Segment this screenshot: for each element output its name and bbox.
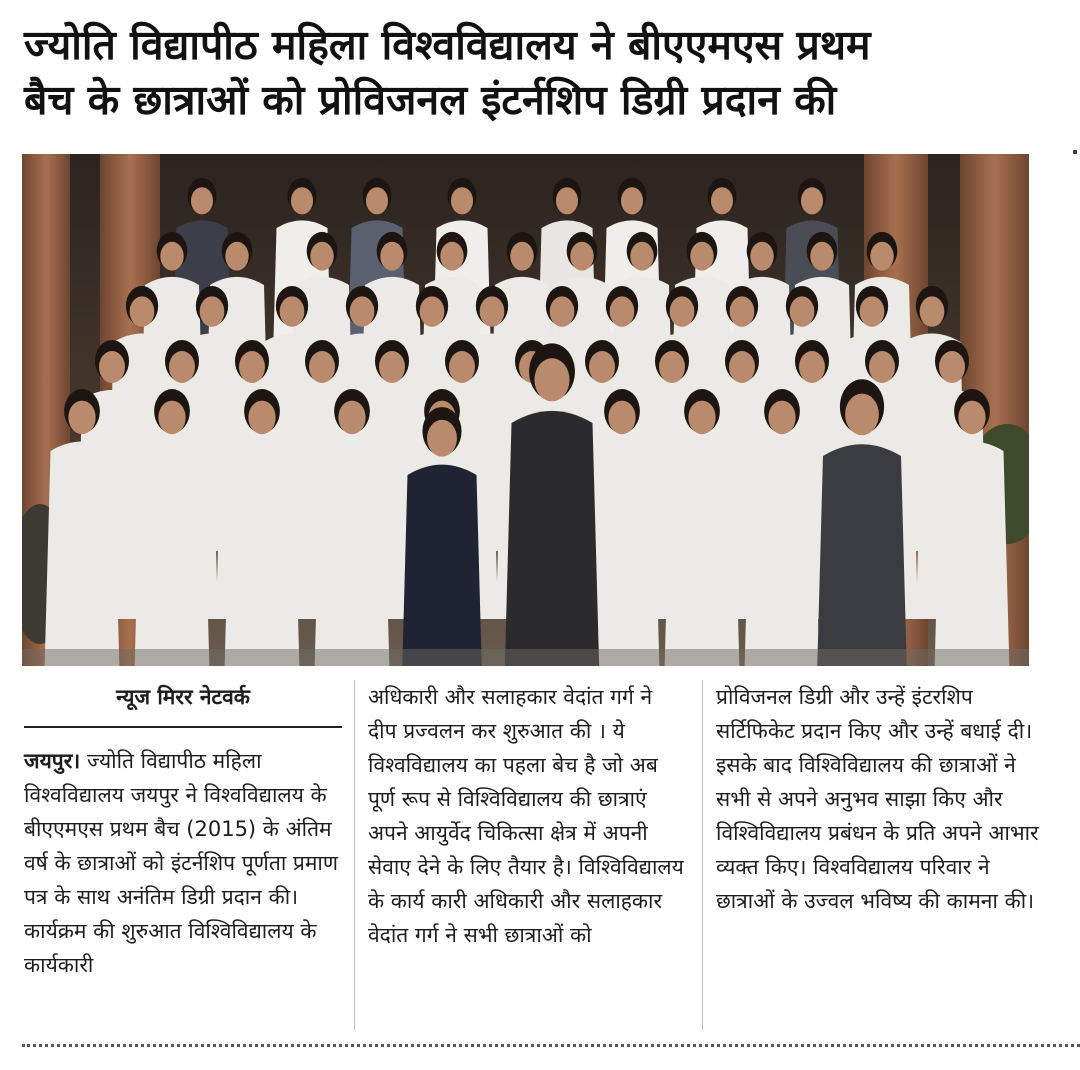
dateline: जयपुर।	[24, 749, 81, 773]
article-paragraph-1	[24, 744, 342, 982]
edge-mark	[1073, 150, 1077, 154]
dotted-separator	[22, 1044, 1080, 1047]
headline	[24, 18, 1064, 128]
article-column-2	[368, 680, 686, 952]
article-col1-text: ज्योति विद्यापीठ महिला विश्वविद्यालय जयपुर ने विश्वविद्यालय के बीएएमएस प्रथम बैच (2015) के अंतिम वर्ष के छात्राओं को इंटर्नशिप पूर्णता प्रमाण पत्र के साथ अनंतिम डिग्री प्रदान की। कार्यक्रम की शुरुआत विश्विविद्यालय के कार्यकारी	[24, 749, 339, 977]
headline-line-1: ज्योति विद्यापीठ महिला विश्वविद्यालय ने बीएएमएस प्रथम	[24, 21, 871, 69]
column-rule-1	[354, 680, 355, 1030]
article-column-3	[716, 680, 1046, 918]
article-column-1	[24, 680, 342, 982]
people-group	[22, 178, 1029, 666]
article-col3-text: प्रोविजनल डिग्री और उन्हें इंटरशिप सर्टिफिकेट प्रदान किए और उन्हें बधाई दी। इसके बाद विश्विविद्यालय की छात्राओं ने सभी से अपने अनुभव साझा किए और विश्विविद्यालय प्रबंधन के प्रति अपने आभार व्यक्त किए। विश्वविद्यालय परिवार ने छात्राओं के उज्वल भविष्य की कामना की।	[716, 685, 1039, 913]
column-rule-2	[702, 680, 703, 1030]
byline: न्यूज मिरर नेटवर्क	[24, 680, 342, 728]
group-photo	[22, 154, 1029, 666]
group-photo-illustration	[22, 154, 1029, 666]
headline-line-2: बैच के छात्राओं को प्रोविजनल इंटर्नशिप डिग्री प्रदान की	[24, 76, 837, 124]
article-col2-text: अधिकारी और सलाहकार वेदांत गर्ग ने दीप प्रज्वलन कर शुरुआत की । ये विश्वविद्यालय का पहला बेच है जो अब पूर्ण रूप से विश्विविद्यालय की छात्राएं अपने आयुर्वेद चिकित्सा क्षेत्र में अपनी सेवाए देने के लिए तैयार है। विश्विविद्यालय के कार्य कारी अधिकारी और सलाहकार वेदांत गर्ग ने सभी छात्राओं को	[368, 685, 684, 947]
